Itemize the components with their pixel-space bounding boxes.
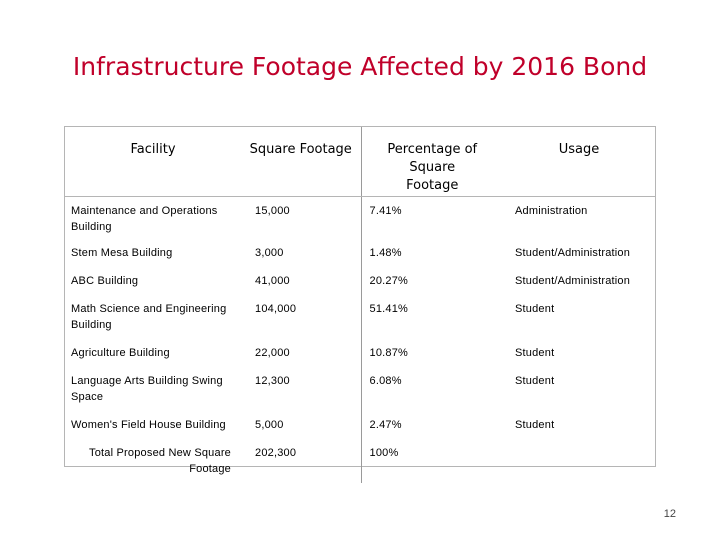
facility-cell: Language Arts Building Swing Space bbox=[71, 375, 223, 403]
square-footage-cell: 41,000 bbox=[241, 267, 361, 295]
percentage-cell: 1.48% bbox=[369, 247, 402, 259]
total-percentage-cell: 100% bbox=[369, 447, 399, 459]
facility-cell: Math Science and Engineering Building bbox=[71, 303, 227, 331]
table-row bbox=[65, 367, 655, 411]
table-row bbox=[65, 411, 655, 439]
header-percentage: Percentage of Square Footage bbox=[361, 127, 503, 197]
table-row bbox=[65, 197, 655, 240]
page-number: 12 bbox=[663, 508, 676, 520]
percentage-cell: 20.27% bbox=[369, 275, 409, 287]
table-row bbox=[65, 295, 655, 339]
total-label-cell: Total Proposed New Square Footage bbox=[89, 447, 231, 475]
usage-cell: Student/Administration bbox=[515, 275, 631, 287]
table-row bbox=[65, 239, 655, 267]
square-footage-cell: 3,000 bbox=[241, 239, 361, 267]
facility-cell: ABC Building bbox=[71, 275, 139, 287]
square-footage-cell: 104,000 bbox=[241, 295, 361, 339]
facility-table bbox=[64, 126, 656, 475]
usage-cell: Student bbox=[515, 347, 555, 359]
usage-cell: Administration bbox=[515, 205, 588, 217]
square-footage-cell: 22,000 bbox=[241, 339, 361, 367]
percentage-cell: 6.08% bbox=[369, 375, 402, 387]
facility-cell: Maintenance and Operations Building bbox=[71, 205, 218, 233]
table-row bbox=[65, 339, 655, 367]
square-footage-cell: 15,000 bbox=[241, 197, 361, 240]
percentage-cell: 51.41% bbox=[369, 303, 409, 315]
facility-cell: Women's Field House Building bbox=[71, 419, 226, 431]
header-facility: Facility bbox=[65, 127, 241, 197]
total-square-footage-cell: 202,300 bbox=[241, 439, 361, 483]
usage-cell: Student bbox=[515, 419, 555, 431]
total-usage-cell bbox=[503, 439, 655, 483]
facility-cell: Agriculture Building bbox=[71, 347, 170, 359]
header-square-footage: Square Footage bbox=[241, 127, 361, 197]
table-row bbox=[65, 267, 655, 295]
header-usage: Usage bbox=[503, 127, 655, 197]
usage-cell: Student/Administration bbox=[515, 247, 631, 259]
percentage-cell: 2.47% bbox=[369, 419, 402, 431]
square-footage-cell: 12,300 bbox=[241, 367, 361, 411]
slide-title: Infrastructure Footage Affected by 2016 Bond bbox=[72, 52, 648, 81]
usage-cell: Student bbox=[515, 303, 555, 315]
square-footage-cell: 5,000 bbox=[241, 411, 361, 439]
table-total-row bbox=[65, 439, 655, 483]
percentage-cell: 7.41% bbox=[369, 205, 402, 217]
usage-cell: Student bbox=[515, 375, 555, 387]
percentage-cell: 10.87% bbox=[369, 347, 409, 359]
facility-cell: Stem Mesa Building bbox=[71, 247, 173, 259]
table-header-row bbox=[65, 127, 655, 197]
